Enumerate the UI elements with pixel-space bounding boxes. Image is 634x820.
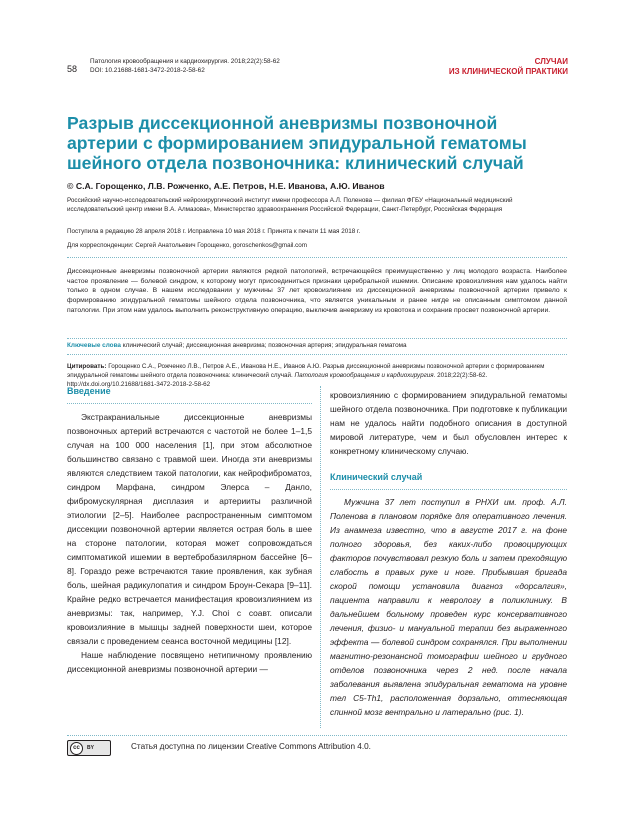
cc-icon: cc [70,742,83,755]
divider [67,354,567,355]
correspondence: Для корреспонденции: Сергей Анатольевич Горощенко, goroschenkos@gmail.com [67,242,308,249]
section-label [449,57,568,77]
right-column [330,388,567,719]
article-title: Разрыв диссекционной аневризмы позвоночной артерии с формированием эпидуральной гематомы шейного отдела позвоночника: клинический случай [67,113,527,173]
case-heading: Клинический случай [330,472,423,482]
column-divider [320,386,321,728]
citation [67,362,567,389]
keywords-text: клинический случай; диссекционная аневризма; позвоночная артерия; эпидуральная гематома [122,342,407,349]
footer-divider [67,735,567,736]
intro-paragraph-2: Наше наблюдение посвящено нетипичному проявлению диссекционной аневризмы позвоночной артерии — [67,650,312,674]
authors: © С.А. Горощенко, Л.В. Рожченко, А.Е. Петров, Н.Е. Иванова, А.Ю. Иванов [67,181,385,191]
by-icon: BY [87,745,94,751]
page-number: 58 [67,64,78,74]
case-body [330,495,567,719]
heading-divider [330,489,567,490]
keywords [67,342,567,349]
intro-heading: Введение [67,386,111,396]
cite-tail: 2018;22(2):58-62. http://dx.doi.org/10.21688/1681-3472-2018-2-58-62 [67,372,488,388]
divider [67,257,567,258]
cite-journal: Патология кровообращения и кардиохирургия. [294,372,436,379]
cite-text: Горощенко С.А., Рожченко Л.В., Петров А.Е., Иванова Н.Е., Иванов А.Ю. Разрыв диссекционной аневризмы позвоночной артерии с формированием эпидуральной гематомы шейного отдела позвоночника: клинический случай. [67,363,545,379]
license-text: Статья доступна по лицензии Creative Commons Attribution 4.0. [131,742,371,751]
intro-continuation: кровоизлиянию с формированием эпидуральной гематомы шейного отдела позвоночника. При подготовке к публикации нам не удалось найти подобного описания в доступной мировой литературе, чем и был обусловлен интерес к конкретному клиническому случаю. [330,390,567,456]
intro-body [67,410,312,676]
divider [67,338,567,339]
case-paragraph-1: Мужчина 37 лет поступил в РНХИ им. проф. А.Л. Поленова в плановом порядке для оперативного лечения. Из анамнеза известно, что в августе 2017 г. на фоне полного здоровья, без каких-либо провоцирующих факторов почувствовал резкую боль и затем преходящую слабость в правых руке и ноге. Прибывшая бригада скорой помощи установила диагноз «дорсалгия», пациента направили к неврологу в поликлинику. В дальнейшем больному проведен курс консервативного лечения, физио- и мануальной терапии без выраженного эффекта — болевой синдром сохранялся. При выполнении магнитно-резонансной томографии шейного и грудного отделов позвоночника через 2 нед. после начала заболевания выявлена эпидуральная гематома на уровне тел C5-Th1, расположенная дорзально, оттесняющая спинной мозг вентрально и латерально (рис. 1). [330,497,567,717]
cc-license-icon[interactable] [67,740,111,756]
journal-name: Патология кровообращения и кардиохирургия. 2018;22(2):58-62 [90,58,280,65]
affiliation: Российский научно-исследовательский нейрохирургический институт имени профессора А.Л. Поленова — филиал ФГБУ «Национальный медицинский исследовательский центр имени В.А. Алмазова», Министерство здравоохранения Российской Федерации, Санкт-Петербург, Российская Федерация [67,197,513,213]
intro-paragraph-1: Экстракраниальные диссекционные аневризмы позвоночных артерий встречаются с частотой не более 1–1,5 случая на 100 000 населения [1], при этом абсолютное большинство связано с травмой шеи. Иногда эти аневризмы являются следствием такой патологии, как нейрофиброматоз, синдром Марфана, синдром Элерса – Данло, фибромускулярная дисплазия и артерииты различной этиологии [2–5]. Наиболее распространенным симптомом диссекции позвоночной артерии является острая боль в шее на стороне патологии, которая может сопровождаться симптоматикой ишемии в вертебробазилярном бассейне [6–8]. Гораздо реже встречаются такие проявления, как зубная боль, шейная радикулопатия и синдром Броун-Секара [9–11]. Крайне редко встречается манифестация кровоизлиянием из аневризмы: так, например, Y.J. Choi с соавт. описали кровоизлияние в мышцы задней поверхности шеи, которое связали с проведением сеанса восточной медицины [12]. [67,412,312,646]
journal-citation-header [90,57,280,75]
cite-label: Цитировать: [67,363,107,370]
keywords-label: Ключевые слова [67,342,121,349]
left-column [67,386,312,676]
submission-dates: Поступила в редакцию 28 апреля 2018 г. Исправлена 10 мая 2018 г. Принята к печати 11 мая 2018 г. [67,228,361,235]
abstract: Диссекционные аневризмы позвоночной артерии являются редкой патологией, встречающейся преимущественно у лиц молодого возраста. Наиболее частое проявление — болевой синдром, к которому могут присоединиться признаки церебральной ишемии. Описание кровоизлияния нам удалось найти только в одном случае. В нашем исследовании у мужчины 37 лет кровоизлияние из диссекционной аневризмы позвоночной артерии привело к формированию эпидуральной гематомы шейного отдела позвоночника, что является уникальным и ранее нигде не описанным симптомом данной патологии. При этом нам удалось выполнить реконструктивную операцию, выключив аневризму из кровотока и сохранив просвет позвоночной артерии. [67,268,567,314]
heading-divider [67,403,312,404]
journal-doi: DOI: 10.21688-1681-3472-2018-2-58-62 [90,67,205,74]
section-label-line2: ИЗ КЛИНИЧЕСКОЙ ПРАКТИКИ [448,67,568,76]
section-label-line1: СЛУЧАИ [534,57,568,66]
